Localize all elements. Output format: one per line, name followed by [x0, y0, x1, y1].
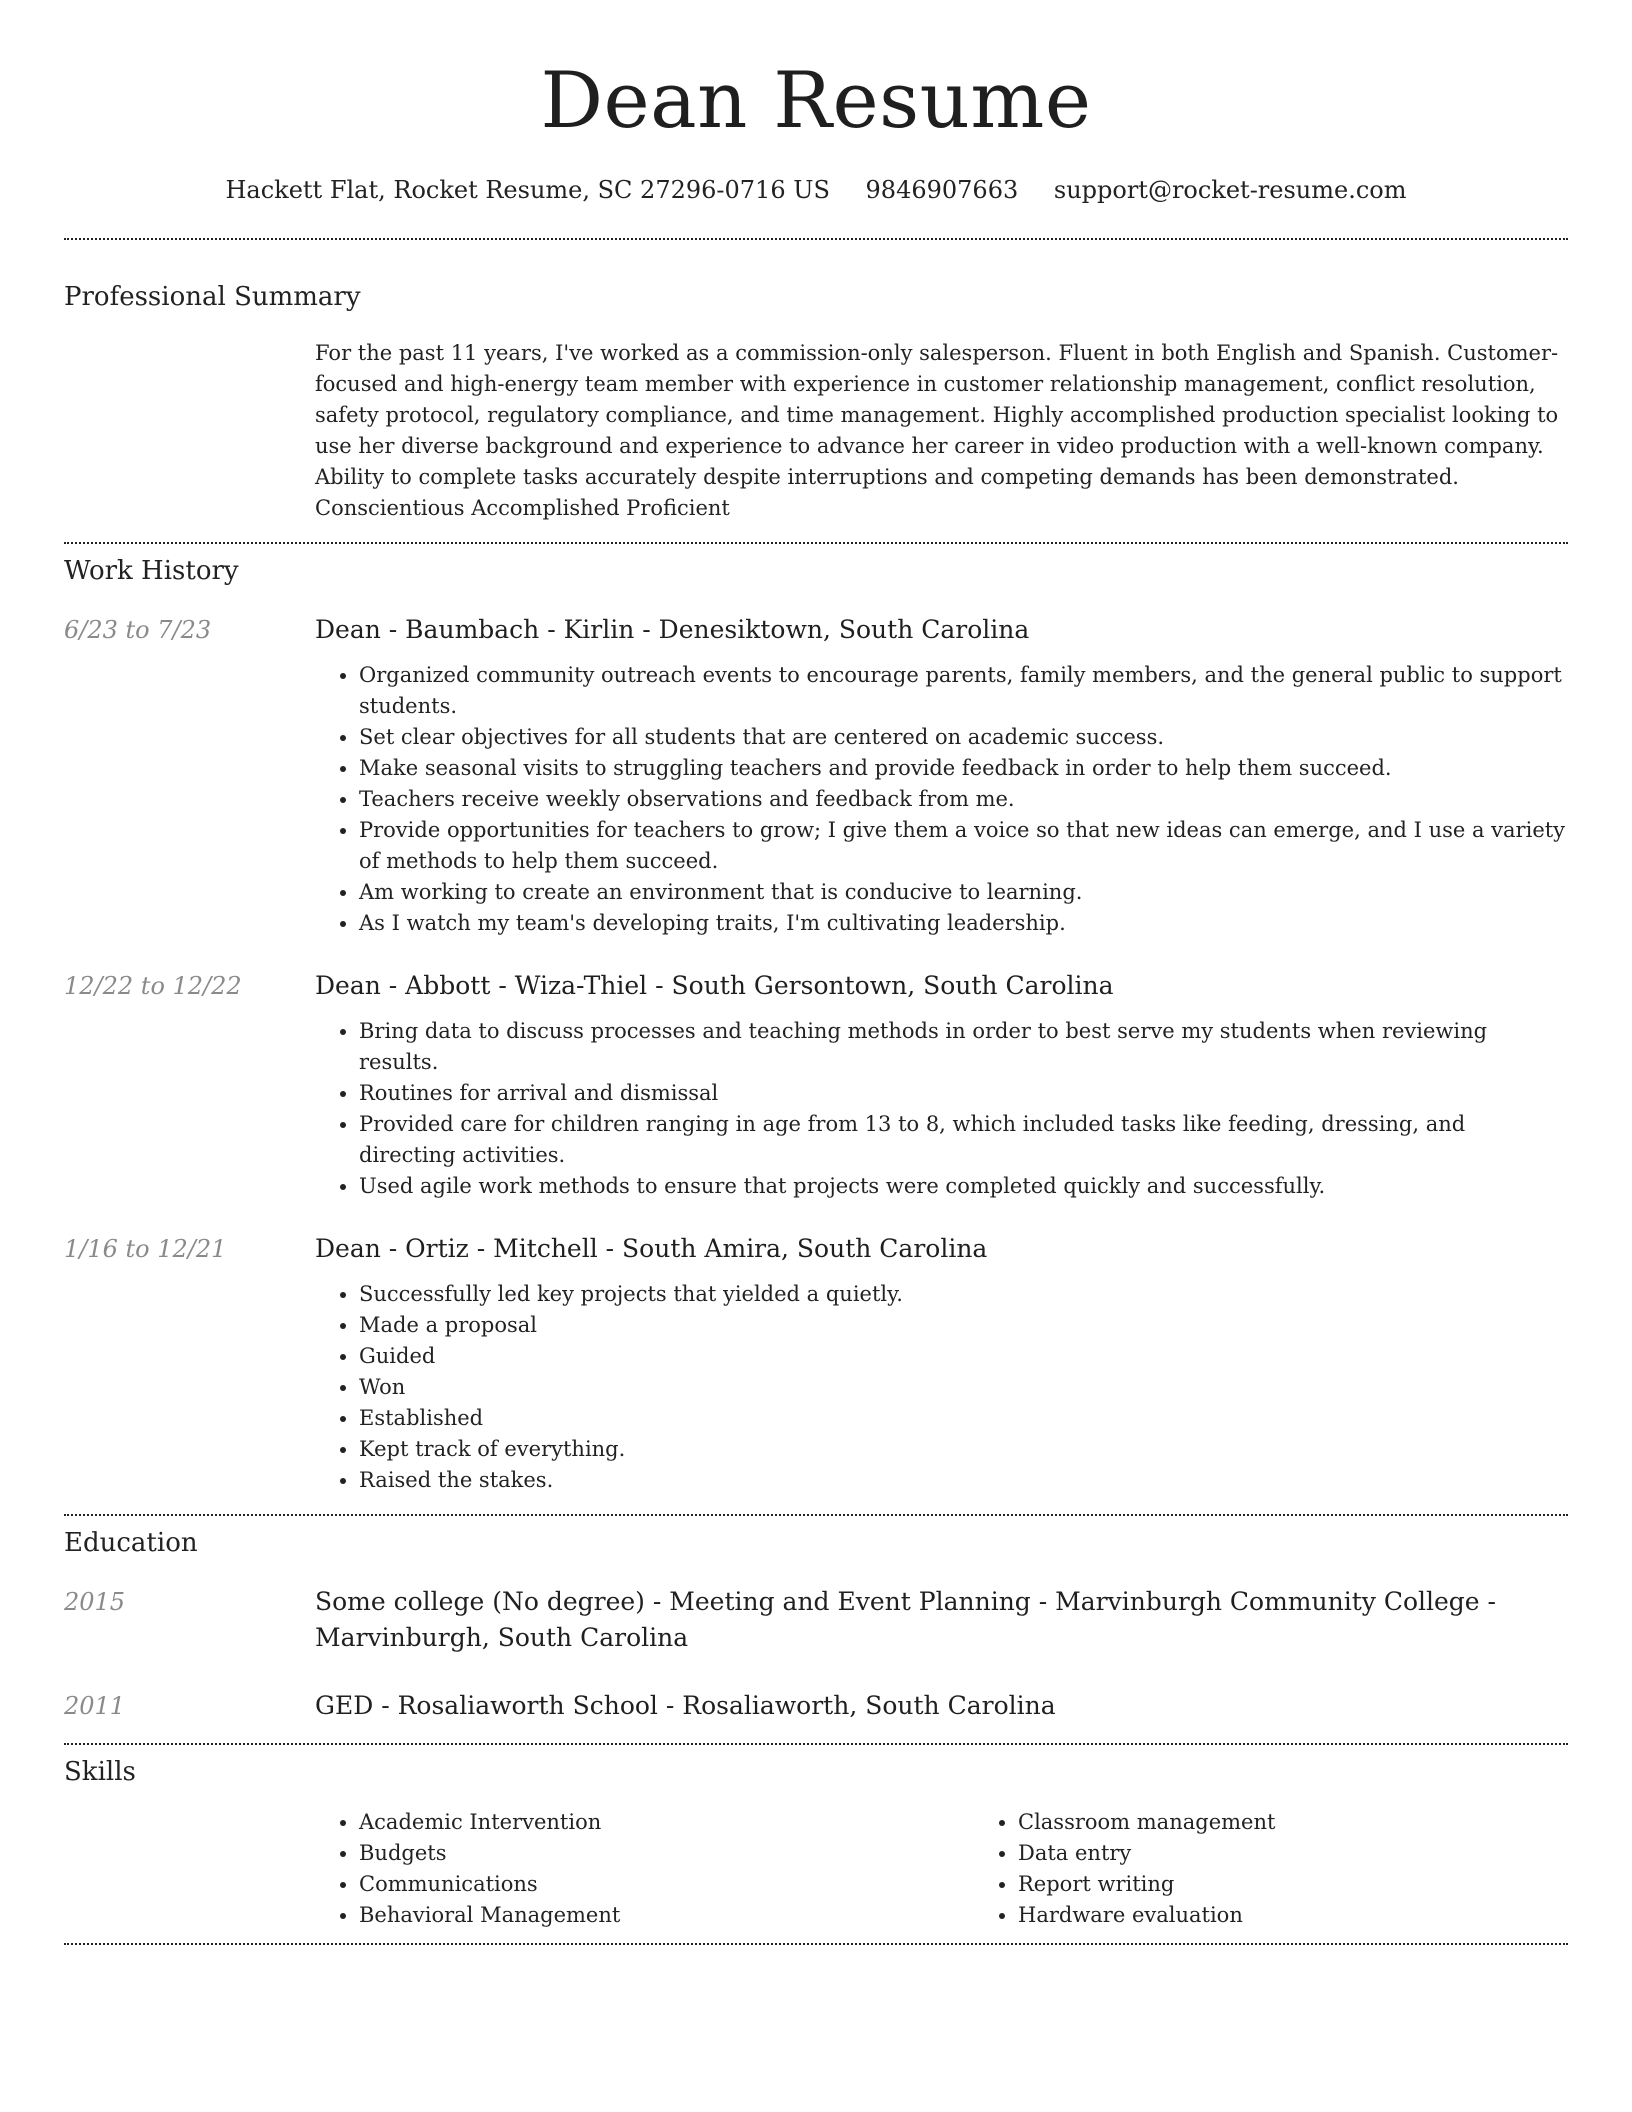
summary-text: For the past 11 years, I've worked as a commission-only salesperson. Fluent in both English and Spanish. Customer-focused and high-energy team member with experience in customer relationship management, conflict resolution, safety protocol, regulatory compliance, and time management. Highly accomplished production specialist looking to use her diverse background and experience to advance her career in video production with a well-known company. Ability to complete tasks accurately despite interruptions and competing demands has been demonstrated. Conscientious Accomplished Proficient: [315, 341, 1559, 520]
job-title: Dean - Ortiz - Mitchell - South Amira, South Carolina: [315, 1234, 988, 1263]
skill-item: • Communications: [359, 1869, 974, 1900]
skill-item: • Data entry: [1018, 1838, 1632, 1869]
resume-page: [64, 0, 1568, 1945]
list-item: • Won: [359, 1372, 1568, 1403]
list-item: • Kept track of everything.: [359, 1434, 1568, 1465]
job-title: Dean - Abbott - Wiza-Thiel - South Gersontown, South Carolina: [315, 971, 1114, 1000]
list-item: • Set clear objectives for all students that are centered on academic success.: [359, 722, 1568, 753]
list-item: • Raised the stakes.: [359, 1465, 1568, 1496]
section-title-education: Education: [64, 1528, 198, 1558]
list-item: • Bring data to discuss processes and teaching methods in order to best serve my students when reviewing results.: [359, 1016, 1568, 1078]
list-item: • As I watch my team's developing traits, I'm cultivating leadership.: [359, 908, 1568, 939]
education-entry: [64, 1688, 1568, 1724]
job-dates: 12/22 to 12/22: [64, 972, 242, 1000]
list-item: • Am working to create an environment that is conducive to learning.: [359, 877, 1568, 908]
summary-section: [64, 282, 1568, 524]
skills-spacer: [64, 1807, 315, 1931]
job-entry: [64, 968, 1568, 1202]
list-item: • Provided care for children ranging in age from 13 to 8, which included tasks like feeding, dressing, and directing activities.: [359, 1109, 1568, 1171]
divider: [64, 542, 1568, 544]
job-entry: [64, 1231, 1568, 1496]
list-item: • Guided: [359, 1341, 1568, 1372]
skills-list-right: [974, 1807, 1632, 1931]
skill-item: • Classroom management: [1018, 1807, 1632, 1838]
job-bullets: [315, 1016, 1568, 1202]
list-item: • Routines for arrival and dismissal: [359, 1078, 1568, 1109]
list-item: • Established: [359, 1403, 1568, 1434]
section-title-work: Work History: [64, 556, 239, 586]
divider: [64, 1943, 1568, 1945]
list-item: • Used agile work methods to ensure that projects were completed quickly and successfully.: [359, 1171, 1568, 1202]
list-item: • Teachers receive weekly observations and feedback from me.: [359, 784, 1568, 815]
education-text: Some college (No degree) - Meeting and Event Planning - Marvinburgh Community College - Marvinburgh, South Carolina: [315, 1587, 1496, 1652]
list-item: • Successfully led key projects that yielded a quietly.: [359, 1279, 1568, 1310]
divider: [64, 1743, 1568, 1745]
summary-spacer: [64, 338, 315, 524]
job-dates: 6/23 to 7/23: [64, 616, 212, 644]
skills-section: [64, 1757, 1568, 1931]
job-dates: 1/16 to 12/21: [64, 1235, 227, 1263]
education-year: 2011: [64, 1692, 126, 1720]
skills-columns: [315, 1807, 1632, 1931]
contact-line: [64, 176, 1568, 204]
divider: [64, 238, 1568, 240]
list-item: • Provide opportunities for teachers to grow; I give them a voice so that new ideas can emerge, and I use a variety of methods to help them succeed.: [359, 815, 1568, 877]
address: Hackett Flat, Rocket Resume, SC 27296-0716 US: [225, 176, 830, 204]
skill-item: • Budgets: [359, 1838, 974, 1869]
list-item: • Organized community outreach events to encourage parents, family members, and the general public to support students.: [359, 660, 1568, 722]
education-section: [64, 1528, 1568, 1724]
email: support@rocket-resume.com: [1053, 176, 1407, 204]
job-bullets: [315, 660, 1568, 939]
section-title-summary: Professional Summary: [64, 282, 361, 312]
section-title-skills: Skills: [64, 1757, 136, 1787]
skills-list-left: [315, 1807, 974, 1931]
list-item: • Make seasonal visits to struggling teachers and provide feedback in order to help them succeed.: [359, 753, 1568, 784]
work-history-section: [64, 556, 1568, 1496]
skill-item: • Academic Intervention: [359, 1807, 974, 1838]
skill-item: • Report writing: [1018, 1869, 1632, 1900]
candidate-name: Dean Resume: [540, 56, 1092, 146]
job-title: Dean - Baumbach - Kirlin - Denesiktown, South Carolina: [315, 615, 1030, 644]
education-year: 2015: [64, 1588, 126, 1616]
phone: 9846907663: [865, 176, 1019, 204]
skill-item: • Hardware evaluation: [1018, 1900, 1632, 1931]
skill-item: • Behavioral Management: [359, 1900, 974, 1931]
divider: [64, 1514, 1568, 1516]
education-text: GED - Rosaliaworth School - Rosaliaworth, South Carolina: [315, 1691, 1056, 1720]
job-entry: [64, 612, 1568, 939]
education-entry: [64, 1584, 1568, 1656]
job-bullets: [315, 1279, 1568, 1496]
list-item: • Made a proposal: [359, 1310, 1568, 1341]
